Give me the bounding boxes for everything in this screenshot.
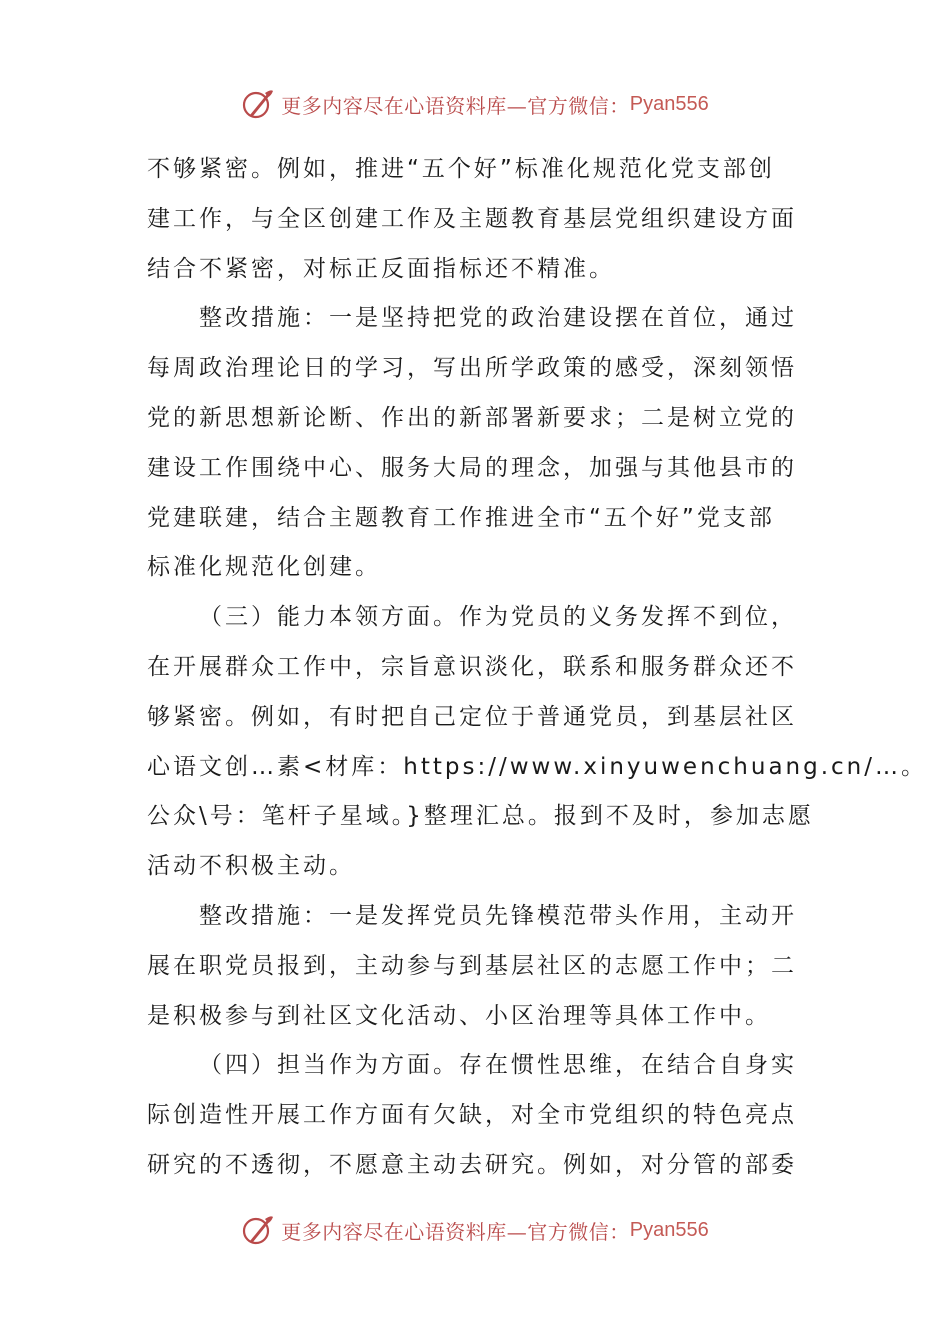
text-line: 不够紧密。例如，推进“五个好”标准化规范化党支部创 (147, 156, 775, 182)
document-body (147, 145, 928, 1191)
text-line: 党建联建，结合主题教育工作推进全市“五个好”党支部 (147, 504, 775, 531)
text-line: 在开展群众工作中，宗旨意识淡化，联系和服务群众还不 (147, 653, 797, 680)
text-line: （三）能力本领方面。作为党员的义务发挥不到位， (199, 604, 797, 631)
text-line: 建设工作围绕中心、服务大局的理念，加强与其他县市的 (147, 454, 797, 481)
text-line: 公众\号：笔杆子星域。}整理汇总。报到不及时，参加志愿 (147, 803, 814, 830)
paragraph (147, 892, 803, 1041)
text-line: 标准化规范化创建。 (147, 554, 381, 581)
text-line: 党的新思想新论断、作出的新部署新要求；二是树立党的 (147, 404, 797, 431)
text-line: 心语文创…素<材库：https://www.xinyuwenchuang.cn/…。 (147, 753, 928, 780)
paragraph (147, 1041, 803, 1190)
text-line: 是积极参与到社区文化活动、小区治理等具体工作中。 (147, 1002, 771, 1029)
text-line: 每周政治理论日的学习，写出所学政策的感受，深刻领悟 (147, 355, 797, 382)
text-line: 研究的不透彻，不愿意主动去研究。例如，对分管的部委 (147, 1151, 797, 1178)
banner-wechat-id: Pyan556 (629, 92, 709, 115)
text-line: 整改措施：一是发挥党员先锋模范带头作用，主动开 (199, 902, 797, 929)
text-line: 展在职党员报到，主动参与到基层社区的志愿工作中；二 (147, 952, 797, 979)
paragraph (147, 145, 803, 294)
text-line: 够紧密。例如，有时把自己定位于普通党员，到基层社区 (147, 703, 797, 730)
text-line: 结合不紧密，对标正反面指标还不精准。 (147, 255, 615, 282)
text-line: 际创造性开展工作方面有欠缺，对全市党组织的特色亮点 (147, 1102, 797, 1129)
text-line: 活动不积极主动。 (147, 853, 355, 880)
footer-watermark-banner (0, 1210, 950, 1250)
text-line: （四）担当作为方面。存在惯性思维，在结合自身实 (199, 1052, 797, 1079)
text-line: 建工作，与全区创建工作及主题教育基层党组织建设方面 (147, 205, 797, 232)
paragraph (147, 593, 928, 892)
banner-text: 更多内容尽在心语资料库—官方微信： (281, 1219, 630, 1244)
quill-pen-circle-icon (241, 87, 275, 121)
paragraph (147, 294, 803, 593)
banner-text: 更多内容尽在心语资料库—官方微信： (281, 93, 630, 118)
banner-wechat-id: Pyan556 (629, 1218, 709, 1241)
header-watermark-banner (0, 84, 950, 124)
quill-pen-circle-icon (241, 1213, 275, 1247)
text-line: 整改措施：一是坚持把党的政治建设摆在首位，通过 (199, 305, 797, 332)
